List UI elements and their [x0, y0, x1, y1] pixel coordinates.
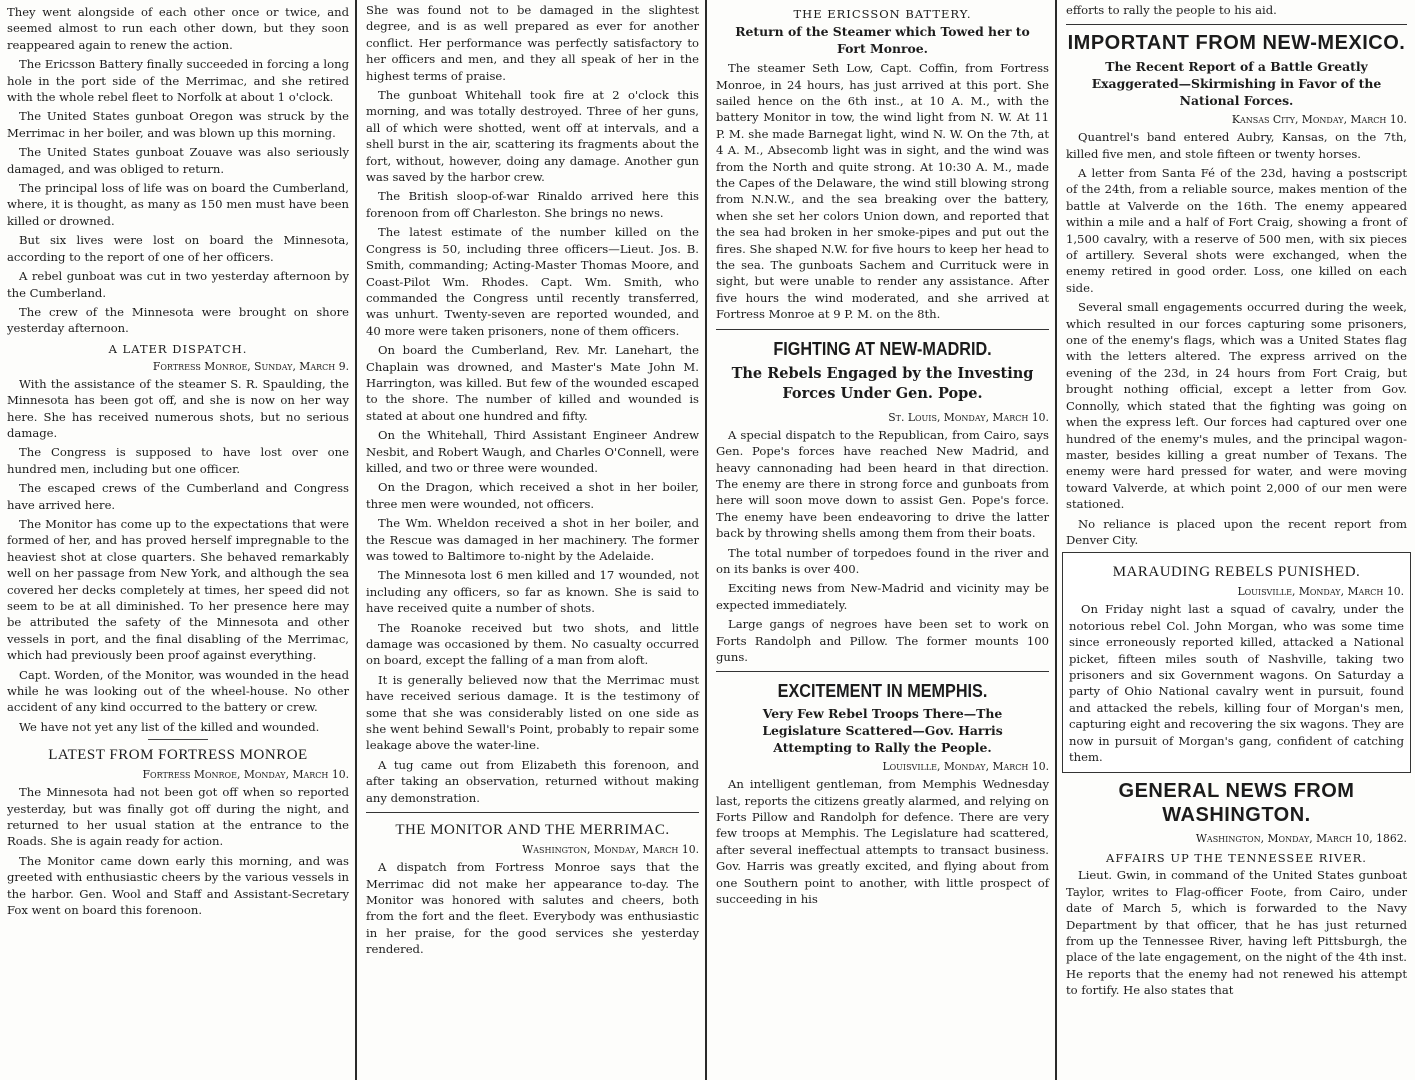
section-divider [148, 739, 208, 740]
article-paragraph: The Wm. Wheldon received a shot in her boiler, and the Rescue was damaged in her machinery. The former was towed to Baltimore to-night by the Adelaide. [366, 516, 699, 563]
article-paragraph: Large gangs of negroes have been set to work on Forts Randolph and Pillow. The former mounts 100 guns. [716, 617, 1049, 664]
article-paragraph: The Ericsson Battery finally succeeded in forcing a long hole in the port side of the Merrimac, and she retired with the whole rebel fleet to Norfolk at about 1 o'clock. [7, 57, 349, 105]
article-paragraph: A tug came out from Elizabeth this forenoon, and after taking an observation, returned without making any demonstration. [366, 757, 699, 805]
new-mexico-heading: IMPORTANT FROM NEW-MEXICO. [1067, 32, 1406, 55]
article-paragraph: The Monitor came down early this morning, and was greeted with enthusiastic cheers by the various vessels in the harbor. Gen. Wool and Staff and Assistant-Secretary Fox went on board this forenoon. [7, 853, 349, 918]
later-dispatch-heading: A LATER DISPATCH. [108, 341, 248, 356]
article-paragraph: On board the Cumberland, Rev. Mr. Lanehart, the Chaplain was drowned, and Master's Mate John M. Harrington, was killed. But few of the wounded escaped to the shore. The number of killed and wounded is stated at about one hundred and fifty. [366, 343, 699, 423]
monitor-merrimac-heading: THE MONITOR AND THE MERRIMAC. [395, 822, 670, 839]
article-paragraph: The latest estimate of the number killed on the Congress is 50, including three officers—Lieut. Jos. B. Smith, commanding; Acting-Master Thomas Moore, and Coast-Pilot Wm. Rhodes. Capt. Wm. Smith, who commanded the Congress until recently transferred, was unhurt. Twenty-seven are reported wounded, and 40 more were taken prisoners, none of them officers. [366, 225, 699, 338]
article-paragraph: The British sloop-of-war Rinaldo arrived here this forenoon from off Charleston. She brings no news. [366, 189, 699, 220]
article-paragraph: The total number of torpedoes found in the river and on its banks is over 400. [716, 545, 1049, 576]
latest-fortress-monroe-heading: LATEST FROM FORTRESS MONROE [48, 747, 308, 764]
marauding-rebels-heading: MARAUDING REBELS PUNISHED. [1112, 564, 1361, 581]
article-paragraph: An intelligent gentleman, from Memphis Wednesday last, reports the citizens greatly alarmed, and relying on Forts Pillow and Randolph for defence. There are very few troops at Memphis. The Legislature had scattered, after several ineffectual attempts to transact business. Gov. Harris was greatly excited, and flying about from one Southern point to another, with little prospect of succeeding in his [716, 777, 1049, 906]
new-madrid-subheading: The Rebels Engaged by the Investing Forces Under Gen. Pope. [731, 364, 1034, 402]
article-paragraph: The United States gunboat Zouave was also seriously damaged, and was obliged to return. [7, 145, 349, 176]
new-mexico-dateline: Kansas City, Monday, March 10. [1231, 113, 1407, 127]
article-paragraph: The United States gunboat Oregon was struck by the Merrimac in her boiler, and was blown up this morning. [7, 109, 349, 140]
memphis-heading: EXCITEMENT IN MEMPHIS. [777, 681, 988, 702]
article-paragraph: Lieut. Gwin, in command of the United States gunboat Taylor, writes to Flag-officer Foote, from Cairo, under date of March 5, which is forwarded to the Navy Department by that officer, that he has just returned from up the Tennessee River, having left Pittsburgh, the place of the late engagement, on the night of the 4th inst. He reports that the enemy had not renewed his attempt to fortify. He also states that [1066, 868, 1407, 998]
article-paragraph: Exciting news from New-Madrid and vicinity may be expected immediately. [716, 581, 1049, 612]
article-paragraph: A rebel gunboat was cut in two yesterday afternoon by the Cumberland. [7, 269, 349, 300]
monitor-merrimac-dateline: Washington, Monday, March 10. [522, 843, 699, 857]
later-dispatch-dateline: Fortress Monroe, Sunday, March 9. [152, 359, 349, 373]
new-madrid-section [716, 329, 1049, 666]
tennessee-river-heading: AFFAIRS UP THE TENNESSEE RIVER. [1106, 851, 1367, 866]
article-paragraph: Capt. Worden, of the Monitor, was wounded in the head while he was looking out of the wheel-house. No other accident of any kind occurred to the battery or crew. [7, 667, 349, 715]
article-paragraph: With the assistance of the steamer S. R. Spaulding, the Minnesota has been got off, and she is now on her way here. She has received numerous shots, but no serious damage. [7, 376, 349, 440]
article-paragraph: A special dispatch to the Republican, from Cairo, says Gen. Pope's forces have reached New Madrid, and heavy cannonading had been heard in that direction. The enemy are there in strong force and gunboats from here will soon move down to assist Gen. Pope's force. The enemy have been endeavoring to drive the latter back by throwing shells among them from their boats. [716, 427, 1049, 541]
column-3 [708, 0, 1055, 1080]
memphis-section [716, 671, 1049, 907]
new-madrid-dateline: St. Louis, Monday, March 10. [888, 410, 1049, 424]
column-1 [0, 0, 355, 1080]
article-paragraph: The Roanoke received but two shots, and little damage was occasioned by them. No casualty occurred on board, except the falling of a man from aloft. [366, 620, 699, 668]
article-paragraph: The gunboat Whitehall took fire at 2 o'clock this morning, and was totally destroyed. Three of her guns, all of which were shotted, went off at intervals, and a shell burst in the air, scattering its fragments about the fort, without, however, doing any damage. Another gun was saved by the harbor crew. [366, 88, 699, 185]
article-paragraph: Several small engagements occurred during the week, which resulted in our forces capturing some prisoners, one of the enemy's flags, which was a United States flag with the letters altered. The express arrived on the evening of the 23d, in 24 hours from Fort Craig, but brought nothing official, except a letter from Gov. Connolly, which stated that the fighting was going on when the express left. Our forces had captured over one hundred of the enemy's mules, and the principal wagon-master, besides killing a great number of Texans. The enemy were hard pressed for water, and were moving toward Valverde, at which point 2,000 of our men were stationed. [1066, 300, 1407, 512]
article-paragraph: On the Dragon, which received a shot in her boiler, three men were wounded, not officers. [366, 480, 699, 511]
column-rule [705, 0, 707, 1080]
article-paragraph: We have not yet any list of the killed and wounded. [19, 719, 320, 734]
article-paragraph: The Congress is supposed to have lost over one hundred men, including but one officer. [7, 445, 349, 476]
ericsson-battery-subheading: Return of the Steamer which Towed her to Fort Monroe. [735, 24, 1030, 56]
article-paragraph: She was found not to be damaged in the slightest degree, and is as well prepared as ever for another conflict. Her performance was perfectly satisfactory to her officers and men, and they all speak of her in the highest terms of praise. [366, 3, 699, 83]
new-madrid-heading: FIGHTING AT NEW-MADRID. [773, 338, 992, 359]
article-paragraph: The crew of the Minnesota were brought on shore yesterday afternoon. [7, 304, 349, 336]
article-paragraph: Quantrel's band entered Aubry, Kansas, on the 7th, killed five men, and stole fifteen or twenty horses. [1066, 130, 1407, 161]
article-paragraph: The Minnesota had not been got off when so reported yesterday, but was finally got off during the night, and returned to her usual station at the entrance to the Roads. She is again ready for action. [7, 785, 349, 849]
new-mexico-section [1066, 24, 1407, 548]
article-paragraph: No reliance is placed upon the recent report from Denver City. [1066, 516, 1407, 547]
article-paragraph: It is generally believed now that the Merrimac must have received serious damage. It is the testimony of some that she was considerably listed on one side as she went behind Sewall's Point, probably to repair some leakage above the water-line. [366, 672, 699, 753]
marauding-rebels-section [1062, 552, 1411, 773]
washington-news-dateline: Washington, Monday, March 10, 1862. [1195, 832, 1407, 846]
article-paragraph: A letter from Santa Fé of the 23d, having a postscript of the 24th, from a reliable source, makes mention of the battle at Valverde on the 16th. The enemy appeared within a mile and a half of Fort Craig, showing a front of 1,500 cavalry, with a reserve of 500 men, with six pieces of artillery. Several shots were exchanged, when the enemy retired in good order. Loss, one killed on each side. [1066, 166, 1407, 295]
article-paragraph: On the Whitehall, Third Assistant Engineer Andrew Nesbit, and Robert Waugh, and Charles O'Connell, were killed, and two or three were wounded. [366, 428, 699, 475]
article-paragraph: The steamer Seth Low, Capt. Coffin, from Fortress Monroe, in 24 hours, has just arrived at this port. She sailed hence on the 6th inst., at 10 A. M., with the battery Monitor in tow, the wind light from N. W. At 11 P. M. she made Barnegat light, wind N. W. On the 7th, at 4 A. M., Absecomb light was in sight, and the wind was from the North and quite strong. At 10:30 A. M., made the Capes of the Delaware, the wind still blowing strong from N.N.W., and the sea breaking over the battery, when she set her colors Union down, and reported that the sea had broken in her smoke-pipes and put out the fires. She shaped N.W. for five hours to keep her head to the sea. The gunboats Sachem and Currituck were in sight, but were unable to render any assistance. After five hours the wind moderated, and she arrived at Fortress Monroe at 9 P. M. on the 8th. [716, 61, 1049, 322]
column-2 [358, 0, 705, 1080]
article-paragraph: They went alongside of each other once or twice, and seemed almost to run each other down, but they soon reappeared again to renew the action. [7, 5, 349, 52]
column-4 [1058, 0, 1415, 1080]
article-paragraph: A dispatch from Fortress Monroe says that the Merrimac did not make her appearance to-day. The Monitor was honored with salutes and cheers, both from the fort and the fleet. Everybody was enthusiastic in her praise, for the good services she yesterday rendered. [366, 860, 699, 957]
monitor-merrimac-section [366, 812, 699, 957]
article-paragraph: efforts to rally the people to his aid. [1066, 3, 1277, 17]
column-rule [355, 0, 357, 1080]
marauding-rebels-dateline: Louisville, Monday, March 10. [1237, 585, 1404, 599]
column-rule [1055, 0, 1057, 1080]
washington-news-heading: GENERAL NEWS FROM WASHINGTON. [1118, 780, 1355, 827]
new-mexico-subheading: The Recent Report of a Battle Greatly Exaggerated—Skirmishing in Favor of the National Forces. [1091, 59, 1382, 108]
ericsson-battery-heading: THE ERICSSON BATTERY. [793, 7, 972, 21]
memphis-dateline: Louisville, Monday, March 10. [882, 760, 1049, 774]
article-paragraph: But six lives were lost on board the Minnesota, according to the report of one of her officers. [7, 233, 349, 264]
article-paragraph: On Friday night last a squad of cavalry, under the notorious rebel Col. John Morgan, who was some time since erroneously reported killed, attacked a National picket, fifteen miles south of Nashville, taking two prisoners and six Government wagons. On Saturday a party of Ohio National cavalry went in pursuit, found and attacked the rebels, killing four of Morgan's men, capturing eight and recovering the six wagons. They are now in pursuit of Morgan's gang, confident of catching them. [1069, 602, 1404, 764]
article-paragraph: The escaped crews of the Cumberland and Congress have arrived here. [7, 481, 349, 512]
article-paragraph: The Monitor has come up to the expectations that were formed of her, and has proved herself impregnable to the heaviest shot at close quarters. She behaved remarkably well on her passage from New York, and although the sea covered her decks completely at times, her speed did not seem to be at all diminished. To her presence here may be attributed the safety of the Minnesota and other vessels in port, and the final disabling of the Merrimac, which had previously been proof against everything. [7, 516, 349, 663]
article-paragraph: The Minnesota lost 6 men killed and 17 wounded, not including any officers, so far as known. She is said to have received quite a number of shots. [366, 568, 699, 616]
article-paragraph: The principal loss of life was on board the Cumberland, where, it is thought, as many as 150 men must have been killed or drowned. [7, 181, 349, 228]
latest-fortress-monroe-dateline: Fortress Monroe, Monday, March 10. [142, 768, 349, 782]
memphis-subheading: Very Few Rebel Troops There—The Legislature Scattered—Gov. Harris Attempting to Rally the People. [762, 706, 1003, 755]
